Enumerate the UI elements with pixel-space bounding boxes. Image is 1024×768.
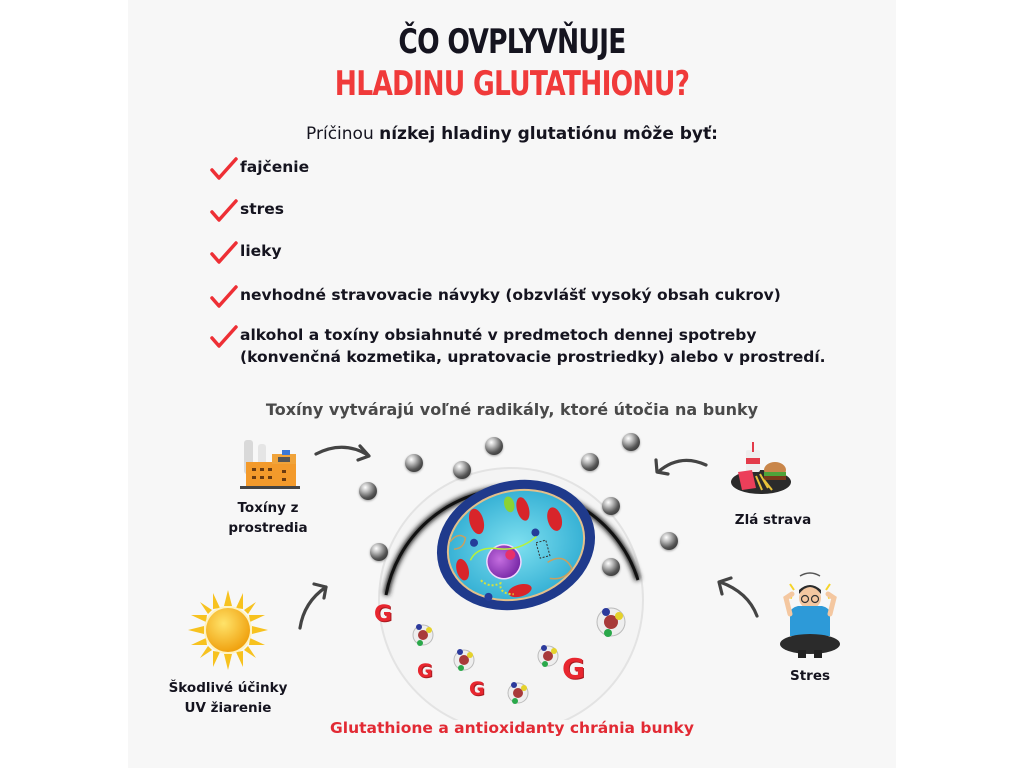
infographic-panel (128, 0, 896, 768)
free-radical-icon (453, 461, 471, 479)
cause-text: alkohol a toxíny obsiahnuté v predmetoch dennej spotreby (240, 326, 757, 344)
free-radical-icon (602, 558, 620, 576)
factory-icon (238, 436, 302, 492)
sun-icon (186, 588, 270, 672)
diagram-bottom-caption: Glutathione a antioxidanty chránia bunky (330, 719, 694, 737)
factor-label-toxins (208, 498, 328, 538)
checkmark-icon (210, 324, 238, 348)
cause-item (210, 324, 826, 368)
cause-item (210, 284, 781, 308)
factor-line1: Zlá strava (734, 512, 812, 528)
molecule-icon (538, 645, 558, 667)
free-radical-icon (405, 454, 423, 472)
glutathione-g-icon: G (562, 652, 585, 685)
checkmark-icon (210, 284, 238, 308)
subtitle-regular: Príčinou (306, 124, 380, 144)
factor-line2: UV žiarenie (184, 700, 272, 716)
stressed-person-icon (776, 570, 844, 664)
factor-label-stress (750, 666, 870, 686)
factor-label-bad-diet (713, 510, 833, 530)
free-radical-icon (581, 453, 599, 471)
free-radical-icon (602, 497, 620, 515)
free-radical-icon (622, 433, 640, 451)
molecule-icon (597, 608, 625, 637)
cause-text-line2: (konvenčná kozmetika, upratovacie prostriedky) alebo v prostredí. (240, 348, 826, 366)
diagram-top-caption: Toxíny vytvárajú voľné radikály, ktoré útočia na bunky (265, 400, 759, 419)
cause-text: stres (240, 200, 285, 218)
title-line-1: ČO OVPLYVŇUJE (398, 22, 626, 62)
fast-food-icon (728, 440, 794, 498)
arrow-icon (300, 587, 326, 628)
factor-line1: Stres (789, 668, 831, 684)
checkmark-icon (210, 198, 238, 222)
free-radical-icon (370, 543, 388, 561)
subtitle-bold: nízkej hladiny glutatiónu môže byť: (379, 124, 718, 144)
factor-label-uv (158, 678, 298, 718)
factor-line1: Škodlivé účinky (168, 680, 288, 696)
checkmark-icon (210, 156, 238, 180)
glutathione-g-icon: G (417, 660, 433, 682)
free-radical-icon (660, 532, 678, 550)
factor-line1: Toxíny z (237, 500, 299, 516)
molecule-icon (454, 649, 474, 671)
checkmark-icon (210, 240, 238, 264)
cause-text: nevhodné stravovacie návyky (obzvlášť vysoký obsah cukrov) (240, 286, 781, 304)
cause-item (210, 198, 284, 222)
title-line-2: HLADINU GLUTATHIONU? (334, 64, 690, 104)
free-radical-icon (359, 482, 377, 500)
molecule-icon (413, 624, 433, 646)
molecule-icon (508, 682, 528, 704)
cause-item (210, 156, 309, 180)
glutathione-g-icon: G (374, 602, 393, 627)
arrow-icon (658, 460, 706, 472)
cause-text: lieky (240, 242, 282, 260)
glutathione-g-icon: G (469, 678, 485, 700)
cause-item (210, 240, 282, 264)
factor-line2: prostredia (228, 520, 308, 536)
subtitle (128, 124, 896, 144)
cause-text: fajčenie (240, 158, 310, 176)
arrow-icon (720, 582, 757, 616)
free-radical-icon (485, 437, 503, 455)
